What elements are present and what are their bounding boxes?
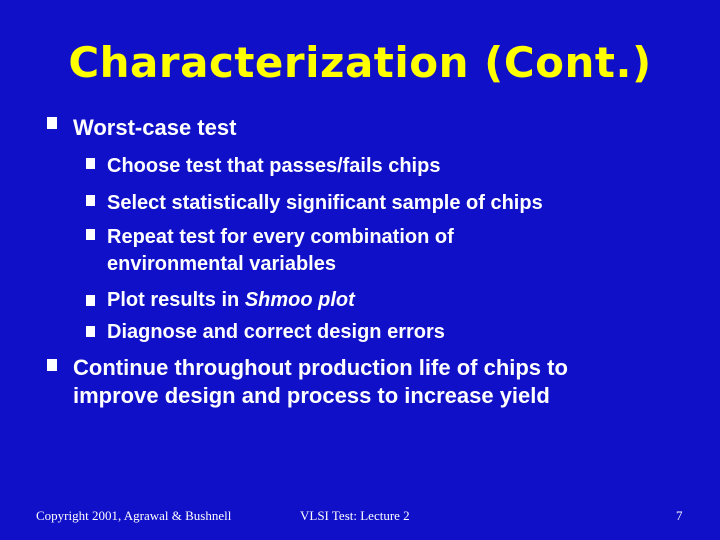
sub-bullet-text [107, 289, 355, 312]
page-number: 7 [676, 508, 683, 523]
bullet-square-icon [47, 117, 57, 129]
bullet-continuation: improve design and process to increase yield [73, 383, 550, 408]
sub-bullet-square-icon [86, 229, 95, 240]
bullet-text: Worst-case test [73, 115, 237, 140]
slide-title: Characterization (Cont.) [68, 38, 652, 87]
footer-lecture-title: VLSI Test: Lecture 2 [300, 508, 410, 523]
sub-bullet-text-before: Plot results in [107, 289, 245, 311]
sub-bullet-text: Repeat test for every combination of [107, 226, 454, 248]
sub-bullet-square-icon [86, 158, 95, 169]
sub-bullet-text: Select statistically significant sample of chips [107, 192, 543, 214]
footer-copyright: Copyright 2001, Agrawal & Bushnell [36, 508, 232, 523]
sub-bullet-continuation: environmental variables [107, 253, 336, 275]
sub-bullet-text: Diagnose and correct design errors [107, 321, 445, 343]
bullet-text: Continue throughout production life of chips to [73, 355, 568, 380]
sub-bullet-text: Choose test that passes/fails chips [107, 155, 441, 177]
sub-bullet-square-icon [86, 295, 95, 306]
sub-bullet-text-italic: Shmoo plot [244, 289, 355, 311]
sub-bullet-square-icon [86, 195, 95, 206]
bullet-square-icon [47, 359, 57, 371]
sub-bullet-square-icon [86, 326, 95, 337]
